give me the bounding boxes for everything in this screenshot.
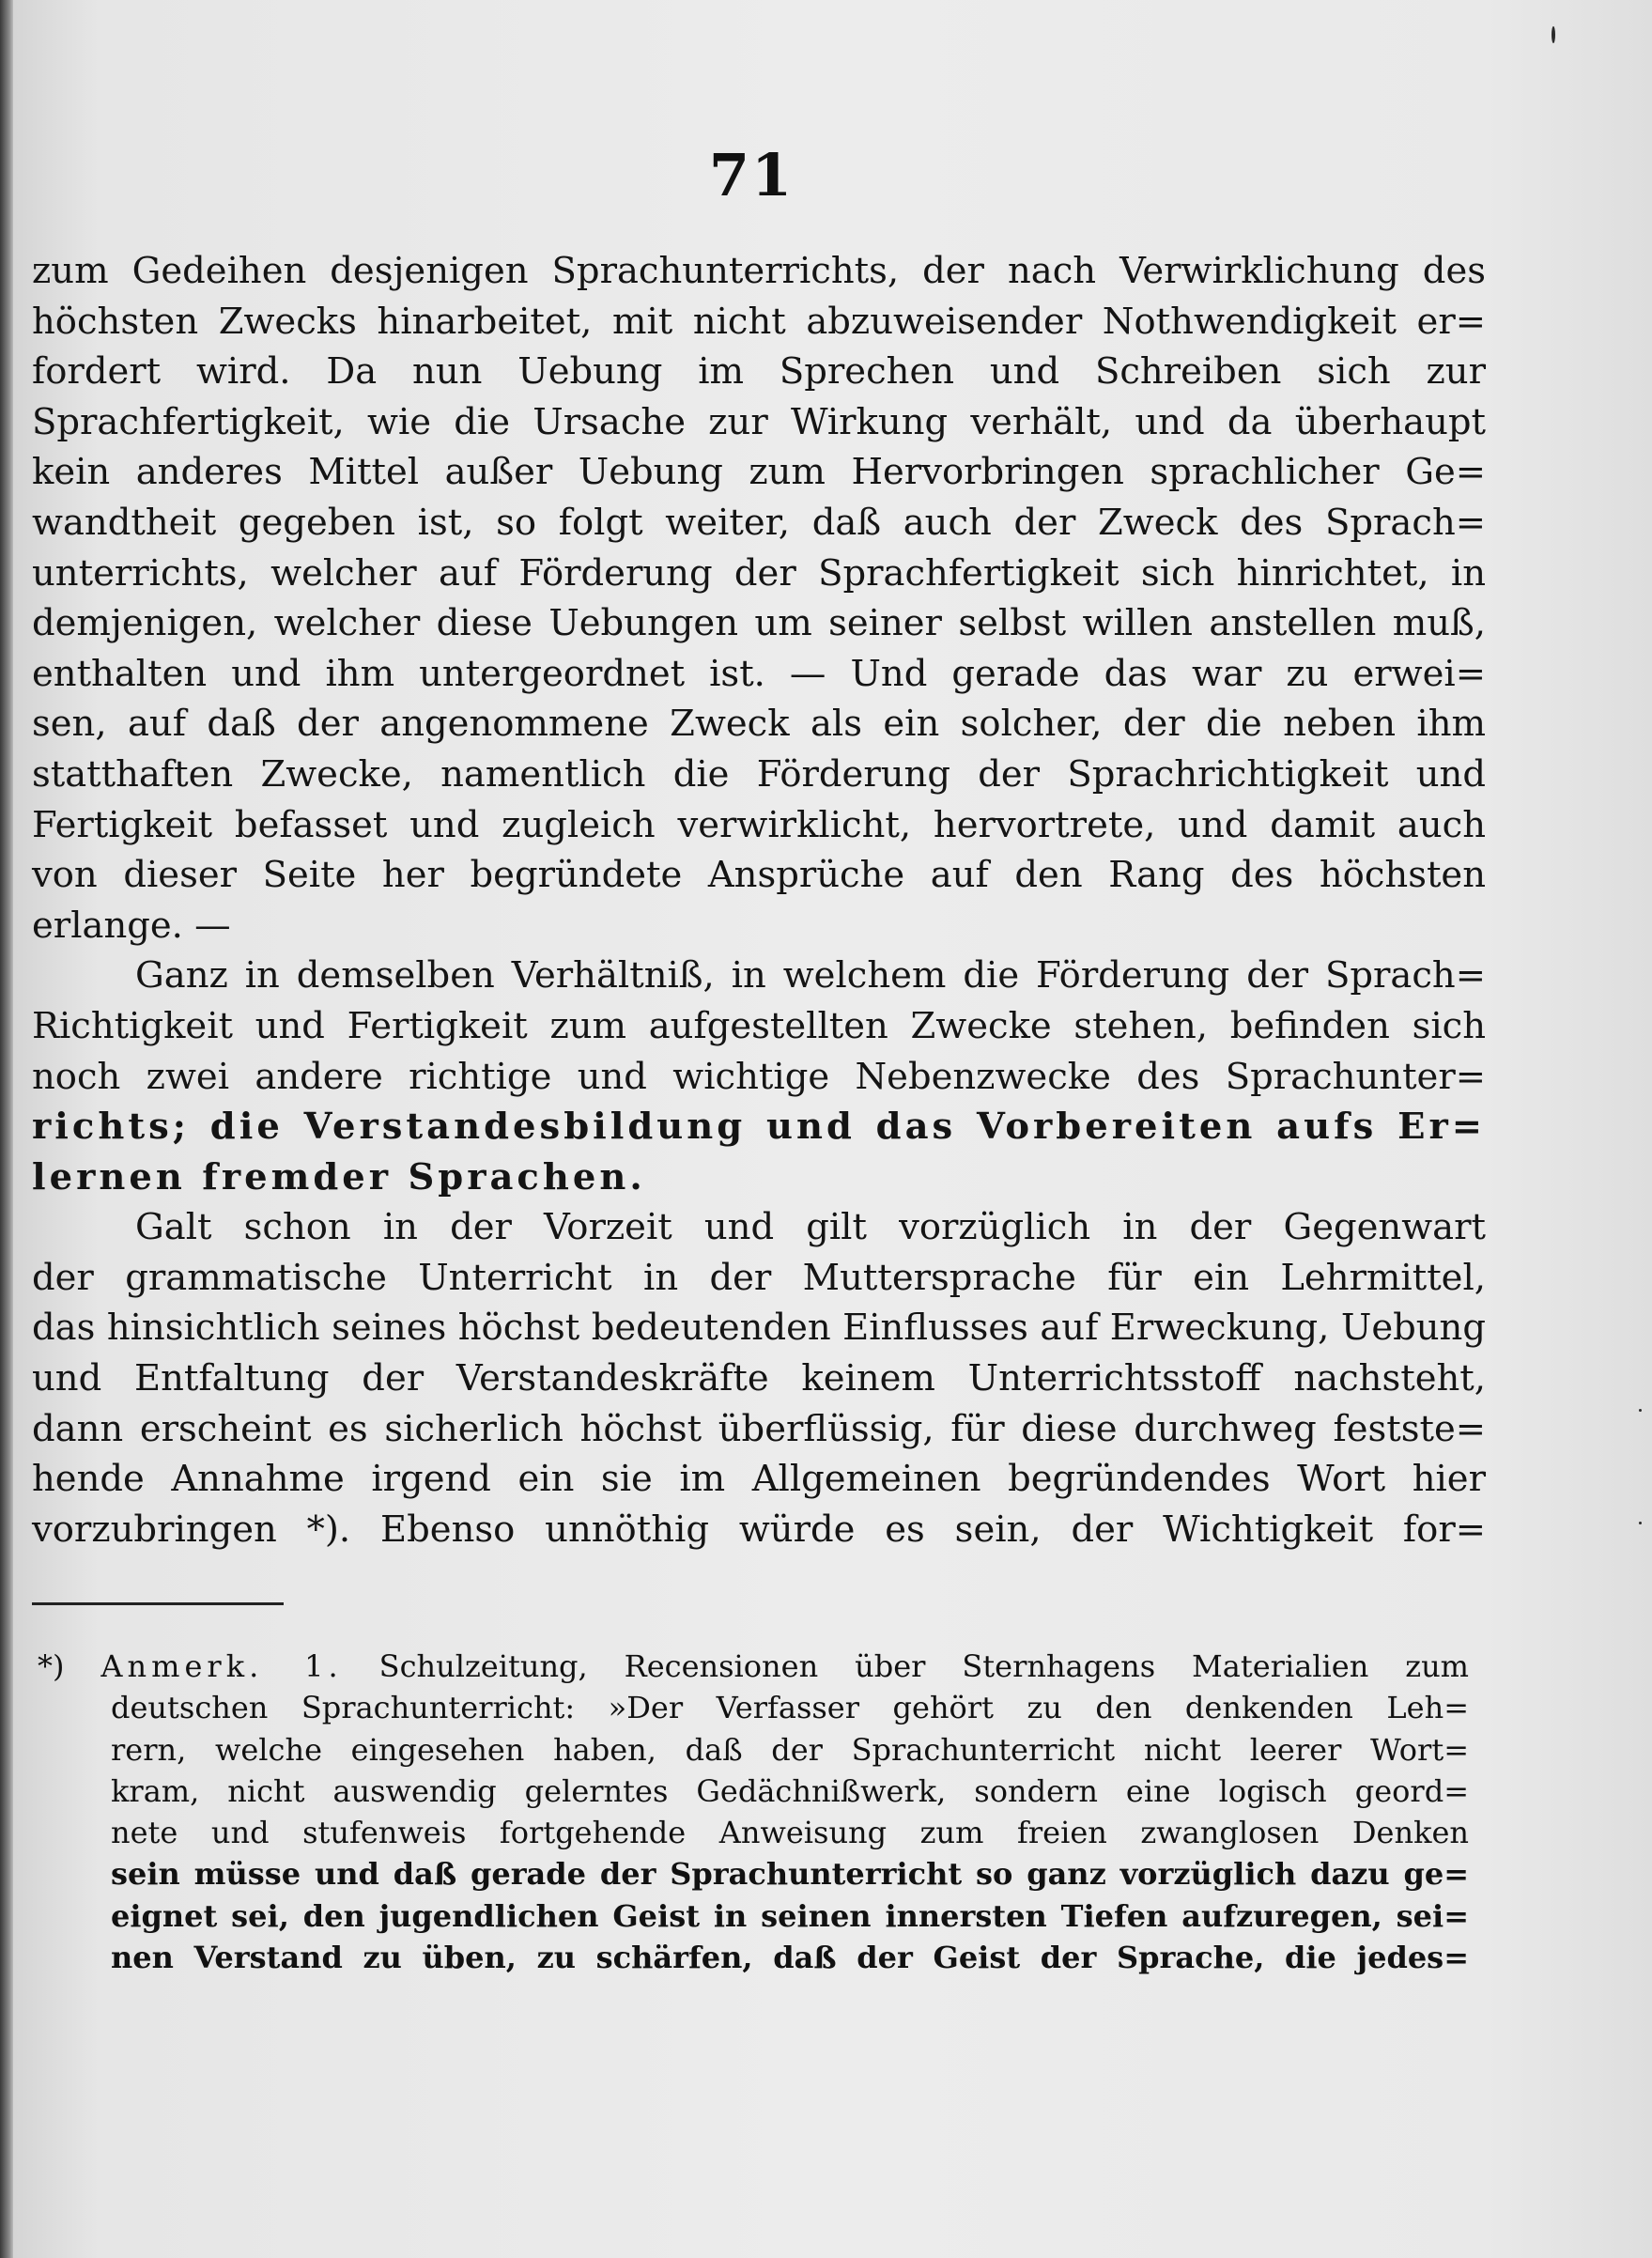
footnote-marker: *) xyxy=(38,1648,65,1684)
text-line: hende Annahme irgend ein sie im Allgemeinen begründendes Wort hier xyxy=(32,1458,1486,1501)
text-line-emphasized: lernen fremder Sprachen. xyxy=(32,1155,646,1199)
footnote-line: rern, welche eingesehen haben, daß der Sprachunterricht nicht leerer Wort= xyxy=(111,1731,1469,1768)
footnote-label: Anmerk. 1. xyxy=(100,1648,343,1684)
footnote-text: Schulzeitung, Recensionen über Sternhagens Materialien zum xyxy=(378,1648,1470,1684)
text-line: Richtigkeit und Fertigkeit zum aufgestellten Zwecke stehen, befinden sich xyxy=(32,1004,1486,1047)
text-line: das hinsichtlich seines höchst bedeutenden Einflusses auf Erweckung, Uebung xyxy=(32,1307,1486,1350)
text-line: von dieser Seite her begründete Ansprüche auf den Rang des höchsten xyxy=(32,854,1486,897)
text-line: höchsten Zwecks hinarbeitet, mit nicht abzuweisender Nothwendigkeit er= xyxy=(32,300,1486,343)
paper-speck xyxy=(1639,1522,1642,1524)
text-line: sen, auf daß der angenommene Zweck als ein solcher, der die neben ihm xyxy=(32,703,1486,746)
footnote xyxy=(38,1646,1469,1978)
footnote-line: eignet sei, den jugendlichen Geist in seinen innersten Tiefen aufzuregen, sei= xyxy=(111,1897,1469,1934)
text-line-emphasized: richts; die Verstandesbildung und das Vorbereiten aufs Er= xyxy=(32,1106,1486,1149)
binding-edge xyxy=(0,0,13,2258)
page-number: 71 xyxy=(708,141,795,209)
footnote-line: deutschen Sprachunterricht: »Der Verfasser gehört zu den denkenden Leh= xyxy=(111,1690,1469,1726)
text-line: der grammatische Unterricht in der Muttersprache für ein Lehrmittel, xyxy=(32,1256,1486,1299)
main-text xyxy=(32,246,1486,1554)
text-line: enthalten und ihm untergeordnet ist. — Und gerade das war zu erwei= xyxy=(32,652,1486,695)
text-line: wandtheit gegeben ist, so folgt weiter, daß auch der Zweck des Sprach= xyxy=(32,501,1486,544)
text-line: kein anderes Mittel außer Uebung zum Hervorbringen sprachlicher Ge= xyxy=(32,451,1486,494)
paper-speck xyxy=(1552,26,1555,43)
text-line: fordert wird. Da nun Uebung im Sprechen und Schreiben sich zur xyxy=(32,350,1486,394)
footnote-line: sein müsse und daß gerade der Sprachunterricht so ganz vorzüglich dazu ge= xyxy=(111,1856,1469,1893)
text-line: dann erscheint es sicherlich höchst überflüssig, für diese durchweg festste= xyxy=(32,1407,1486,1450)
text-line: erlange. — xyxy=(32,904,231,947)
text-line: demjenigen, welcher diese Uebungen um seiner selbst willen anstellen muß, xyxy=(32,602,1486,645)
text-line: zum Gedeihen desjenigen Sprachunterrichts, der nach Verwirklichung des xyxy=(32,250,1486,292)
text-line: Sprachfertigkeit, wie die Ursache zur Wirkung verhält, und da überhaupt xyxy=(32,400,1486,443)
footnote-separator xyxy=(32,1602,284,1605)
text-line: noch zwei andere richtige und wichtige Nebenzwecke des Sprachunter= xyxy=(32,1055,1486,1098)
text-line: und Entfaltung der Verstandeskräfte keinem Unterrichtsstoff nachsteht, xyxy=(32,1357,1486,1400)
footnote-line: nen Verstand zu üben, zu schärfen, daß der Geist der Sprache, die jedes= xyxy=(111,1940,1469,1976)
footnote-line: nete und stufenweis fortgehende Anweisung zum freien zwanglosen Denken xyxy=(111,1815,1469,1851)
footnote-line: kram, nicht auswendig gelerntes Gedächnißwerk, sondern eine logisch geord= xyxy=(111,1772,1469,1809)
text-line: vorzubringen *). Ebenso unnöthig würde es sein, der Wichtigkeit for= xyxy=(32,1508,1486,1551)
text-line: statthaften Zwecke, namentlich die Förderung der Sprachrichtigkeit und xyxy=(32,752,1486,796)
paper-speck xyxy=(1639,1409,1642,1412)
text-line: Ganz in demselben Verhältniß, in welchem die Förderung der Sprach= xyxy=(135,954,1486,998)
text-line: Galt schon in der Vorzeit und gilt vorzüglich in der Gegenwart xyxy=(135,1206,1486,1249)
text-line: unterrichts, welcher auf Förderung der Sprachfertigkeit sich hinrichtet, in xyxy=(32,551,1486,595)
text-line: Fertigkeit befasset und zugleich verwirklicht, hervortrete, und damit auch xyxy=(32,803,1486,846)
footnote-first-line xyxy=(38,1646,1469,1687)
